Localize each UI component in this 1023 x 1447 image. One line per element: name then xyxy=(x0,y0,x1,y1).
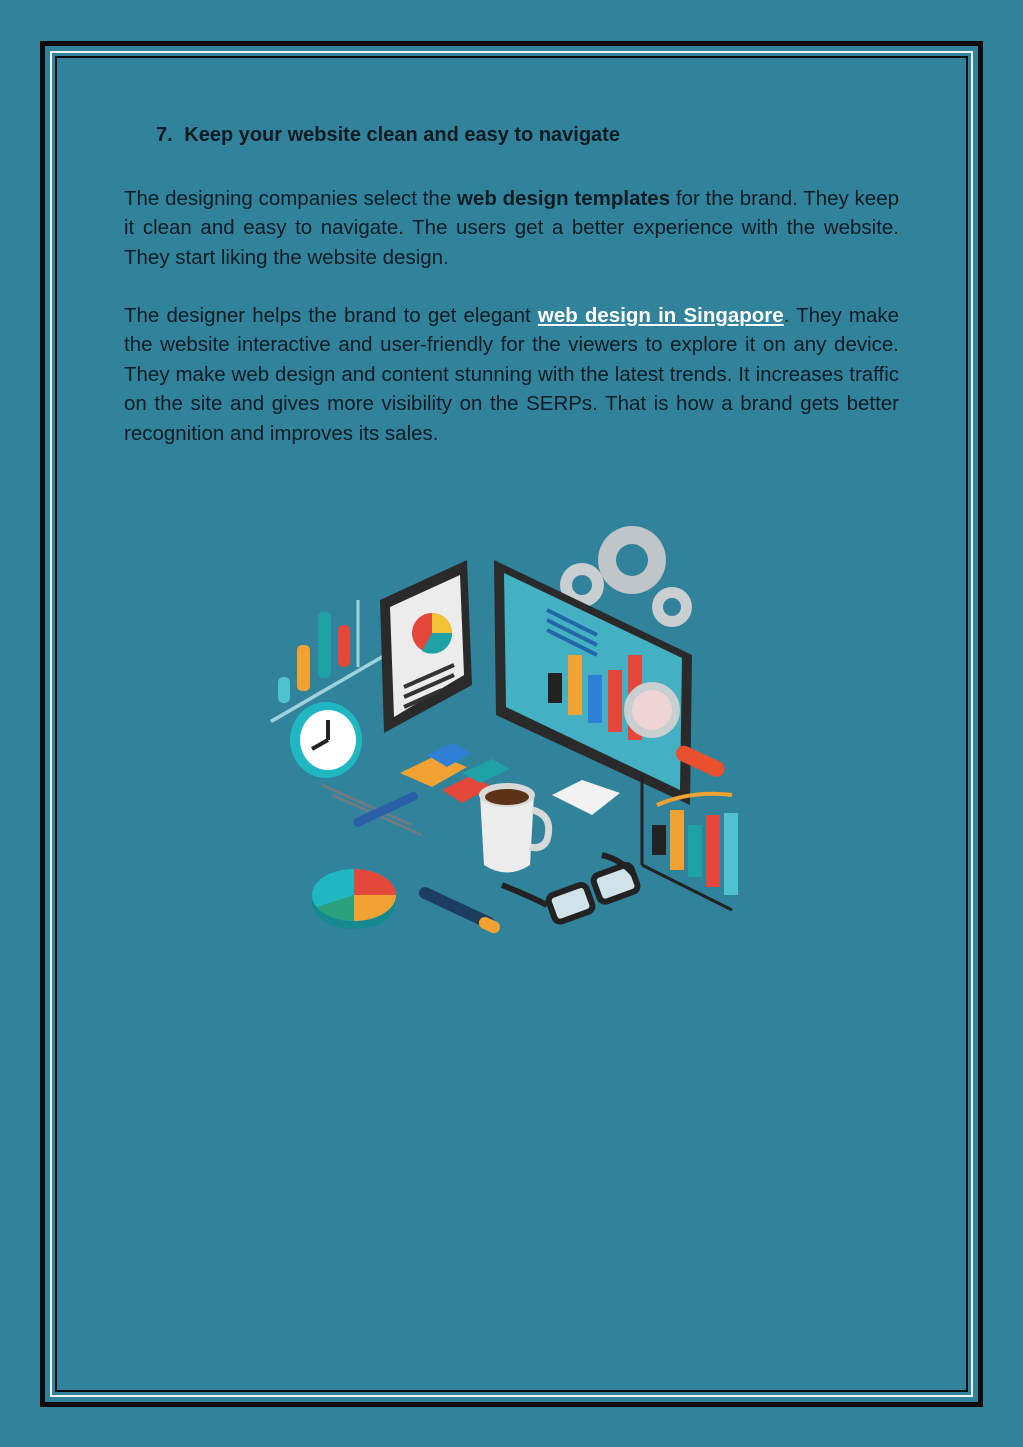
fountain-pen-icon xyxy=(417,885,502,935)
web-design-singapore-link[interactable]: web design in Singapore xyxy=(537,304,784,327)
web-design-templates-bold: web design templates xyxy=(456,187,671,210)
paper-icon xyxy=(552,780,620,815)
clock-icon xyxy=(290,702,362,778)
paragraph2-text-start: The designer helps the brand to get elegant xyxy=(124,304,538,327)
heading-text: Keep your website clean and easy to navigate xyxy=(184,124,620,146)
coffee-cup-icon xyxy=(479,783,549,873)
paragraph-templates xyxy=(124,184,899,272)
web-design-illustration xyxy=(262,505,762,945)
pie-chart-icon xyxy=(312,869,396,929)
bar-chart-large-icon xyxy=(642,775,738,910)
pencil-icon xyxy=(322,785,422,835)
tablet-icon xyxy=(380,560,472,733)
section-heading xyxy=(156,124,620,147)
heading-number: 7. xyxy=(156,124,173,146)
paragraph2-text-end: . They make the website interactive and user-friendly for the viewers to explore it on any device. They make web design and content stunning with the latest trends. It increases traffic on the site and gives more visibility on the SERPs. That is how a brand gets better recognition and improves its sales. xyxy=(124,304,899,445)
paragraph1-text-start: The designing companies select the xyxy=(124,187,457,210)
paragraph-singapore xyxy=(124,301,899,448)
monitor-icon xyxy=(494,560,727,805)
paragraph1-text-end: for the brand. They keep it clean and easy to navigate. The users get a better experience with the website. They start liking the website design. xyxy=(124,187,900,269)
